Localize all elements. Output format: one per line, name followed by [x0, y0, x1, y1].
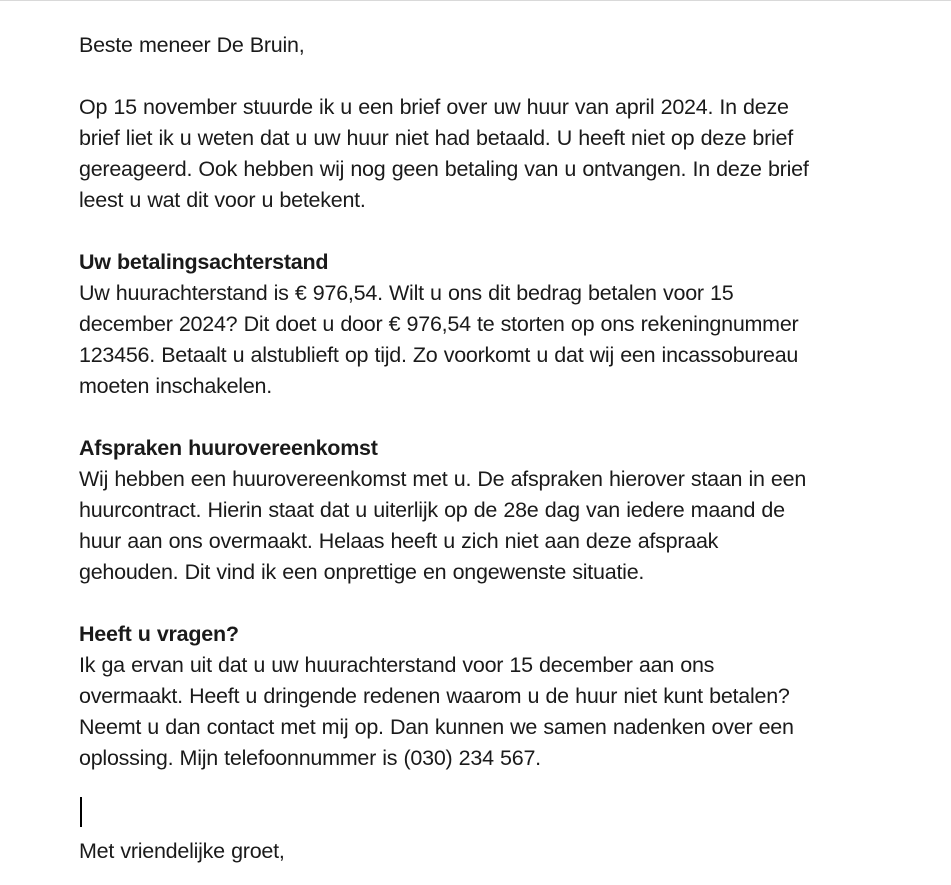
- section-line: Ik ga ervan uit dat u uw huurachterstand voor 15 december aan ons: [79, 653, 715, 677]
- section-heading: Afspraken huurovereenkomst: [79, 436, 378, 460]
- section-line: 123456. Betaalt u alstublieft op tijd. Zo voorkomt u dat wij een incassobureau: [79, 343, 799, 367]
- blank-line: [79, 402, 939, 433]
- intro-line: gereageerd. Ook hebben wij nog geen betaling van u ontvangen. In deze brief: [79, 157, 809, 181]
- blank-line: [79, 61, 939, 92]
- section-line: Wij hebben een huurovereenkomst met u. De afspraken hierover staan in een: [79, 467, 807, 491]
- intro-paragraph: [79, 92, 939, 216]
- text-cursor: [80, 797, 82, 827]
- section-line: Uw huurachterstand is € 976,54. Wilt u ons dit bedrag betalen voor 15: [79, 281, 734, 305]
- section-line: oplossing. Mijn telefoonnummer is (030) 234 567.: [79, 746, 541, 770]
- intro-line: brief liet ik u weten dat u uw huur niet had betaald. U heeft niet op deze brief: [79, 126, 793, 150]
- section-heading: Uw betalingsachterstand: [79, 250, 329, 274]
- page-top-border: [0, 0, 951, 1]
- section-line: huurcontract. Hierin staat dat u uiterlijk op de 28e dag van iedere maand de: [79, 498, 785, 522]
- section-huurovereenkomst: [79, 433, 939, 588]
- intro-line: leest u wat dit voor u betekent.: [79, 188, 366, 212]
- blank-line: [79, 588, 939, 619]
- section-line: moeten inschakelen.: [79, 374, 272, 398]
- document-body[interactable]: [79, 30, 939, 867]
- closing: [79, 836, 939, 867]
- section-line: december 2024? Dit doet u door € 976,54 te storten op ons rekeningnummer: [79, 312, 799, 336]
- section-heading: Heeft u vragen?: [79, 622, 239, 646]
- section-line: huur aan ons overmaakt. Helaas heeft u zich niet aan deze afspraak: [79, 529, 719, 553]
- salutation: [79, 30, 939, 61]
- salutation-text: Beste meneer De Bruin,: [79, 33, 305, 57]
- section-line: gehouden. Dit vind ik een onprettige en ongewenste situatie.: [79, 560, 645, 584]
- section-betalingsachterstand: [79, 247, 939, 402]
- intro-line: Op 15 november stuurde ik u een brief over uw huur van april 2024. In deze: [79, 95, 789, 119]
- empty-line-with-cursor[interactable]: [79, 774, 939, 836]
- section-line: overmaakt. Heeft u dringende redenen waarom u de huur niet kunt betalen?: [79, 684, 790, 708]
- section-vragen: [79, 619, 939, 774]
- closing-text: Met vriendelijke groet,: [79, 839, 285, 863]
- blank-line: [79, 216, 939, 247]
- section-line: Neemt u dan contact met mij op. Dan kunnen we samen nadenken over een: [79, 715, 794, 739]
